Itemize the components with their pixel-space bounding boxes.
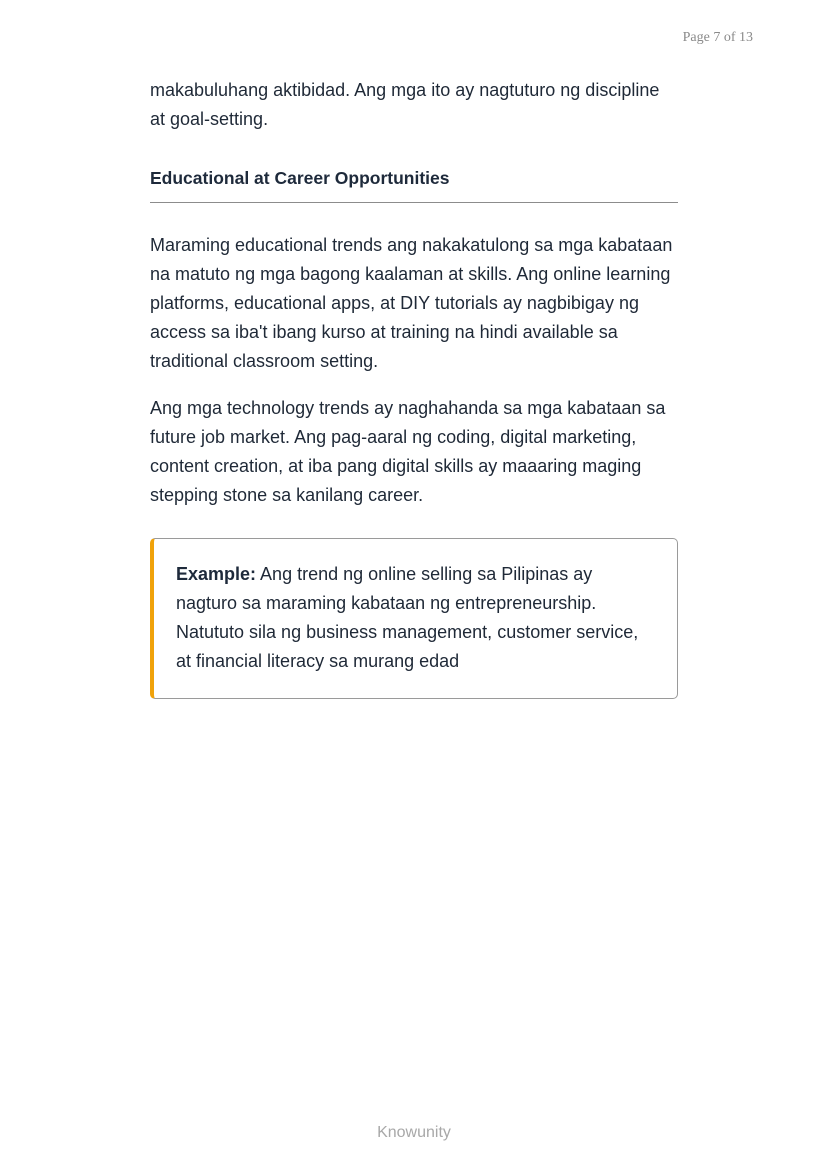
- example-text: Ang trend ng online selling sa Pilipinas ay nagturo sa maraming kabataan ng entrepreneurship. Natututo sila ng business management, customer service, at financial literacy sa murang edad: [176, 564, 639, 671]
- section-heading: Educational at Career Opportunities: [150, 167, 678, 203]
- section-paragraph-1: Maraming educational trends ang nakakatulong sa mga kabataan na matuto ng mga bagong kaalaman at skills. Ang online learning platforms, educational apps, at DIY tutorials ay nagbibigay ng access sa iba't ibang kurso at training na hindi available sa traditional classroom setting.: [150, 235, 673, 371]
- section-paragraph-2: Ang mga technology trends ay naghahanda sa mga kabataan sa future job market. Ang pag-aaral ng coding, digital marketing, content creation, at iba pang digital skills ay maaaring maging stepping stone sa kanilang career.: [150, 398, 666, 505]
- example-label: Example:: [176, 564, 257, 584]
- footer-brand: Knowunity: [377, 1124, 451, 1141]
- document-content: [150, 76, 678, 699]
- example-callout: [150, 538, 678, 699]
- intro-continuation-paragraph: makabuluhang aktibidad. Ang mga ito ay nagtuturo ng discipline at goal-setting.: [150, 80, 660, 129]
- page-number: Page 7 of 13: [682, 30, 753, 45]
